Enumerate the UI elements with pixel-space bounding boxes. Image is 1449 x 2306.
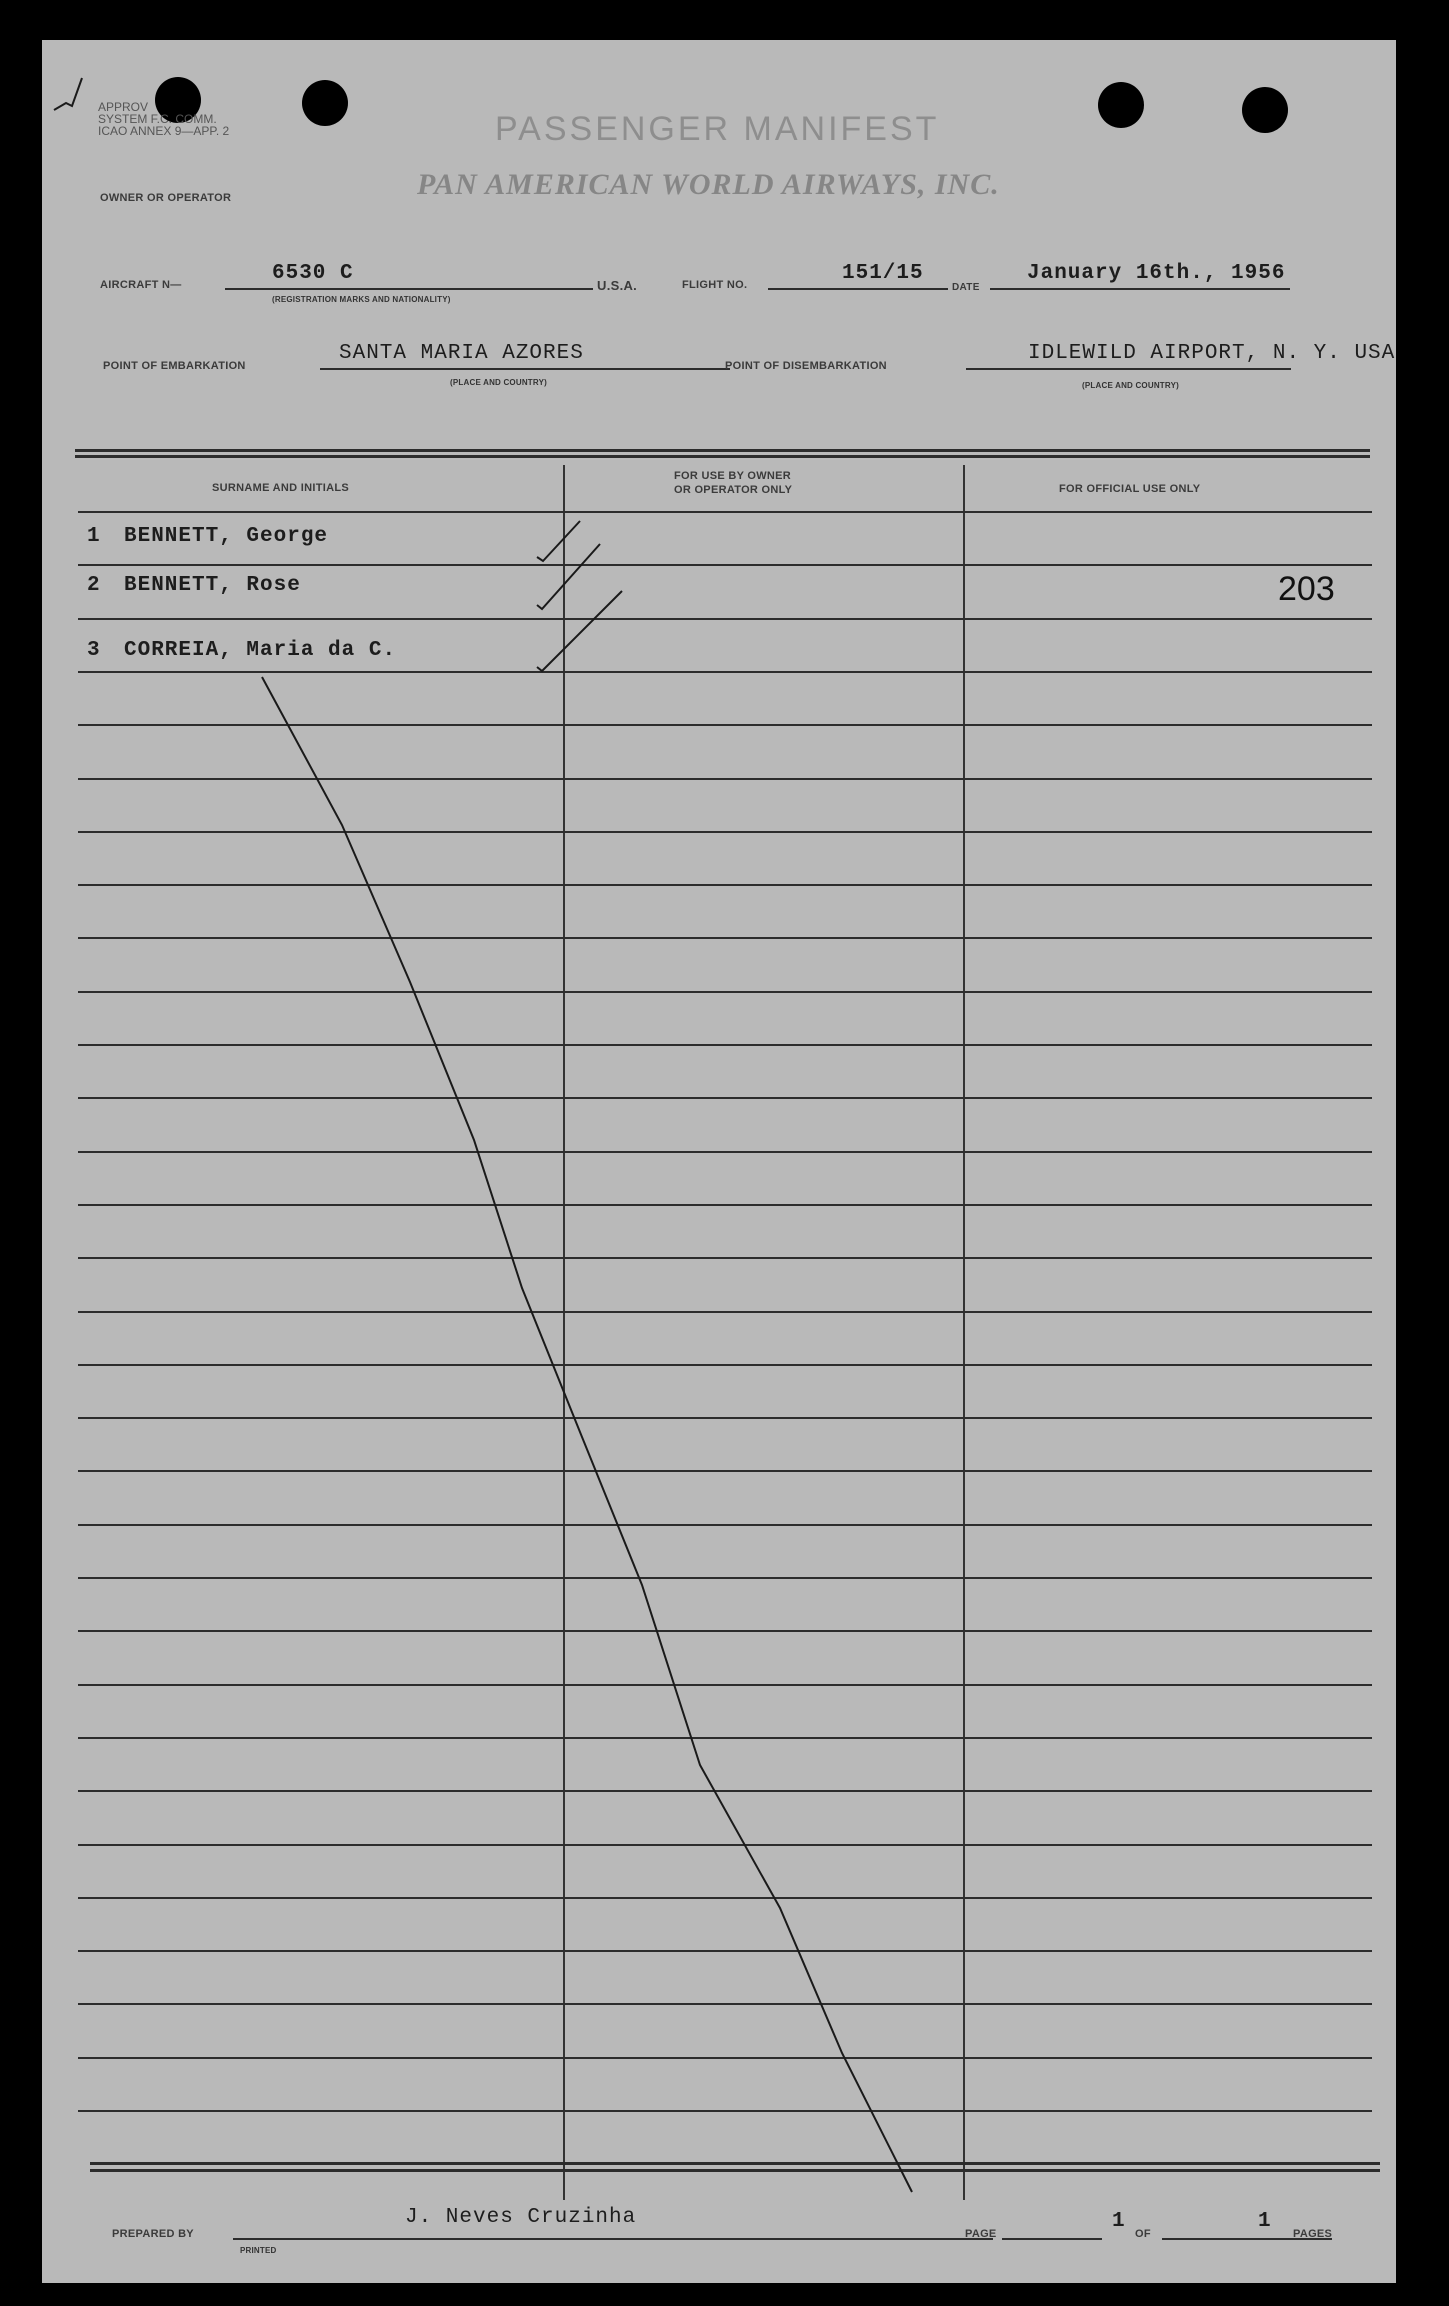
passenger-2-number: 2 — [87, 574, 101, 597]
manifest-sheet — [42, 40, 1396, 2283]
printed-label: PRINTED — [240, 2246, 277, 2255]
approval-line-1: APPROV — [98, 100, 149, 114]
aircraft-label: AIRCRAFT N— — [100, 279, 182, 291]
check-mark — [537, 521, 580, 561]
handwritten-marks — [42, 40, 1396, 2283]
of-label: OF — [1135, 2228, 1151, 2240]
column-header-surname: SURNAME AND INITIALS — [212, 482, 349, 494]
aircraft-value: 6530 C — [272, 262, 354, 285]
flight-value: 151/15 — [842, 262, 924, 285]
column-header-official-use: FOR OFFICIAL USE ONLY — [1059, 483, 1201, 495]
passenger-1-number: 1 — [87, 525, 101, 548]
passenger-3-number: 3 — [87, 639, 101, 662]
approval-line-2: SYSTEM F.C. COMM. — [98, 112, 217, 126]
official-number: 203 — [1278, 570, 1335, 608]
embarkation-label: POINT OF EMBARKATION — [103, 360, 246, 372]
passenger-2-name: BENNETT, Rose — [124, 574, 301, 597]
page-value: 1 — [1112, 2210, 1126, 2233]
disembarkation-sublabel: (PLACE AND COUNTRY) — [1082, 381, 1179, 390]
date-label: DATE — [952, 282, 980, 293]
column-header-owner-use-1: FOR USE BY OWNER — [674, 470, 792, 482]
check-mark — [537, 591, 622, 671]
owner-label: OWNER OR OPERATOR — [100, 192, 232, 204]
pages-value: 1 — [1258, 2210, 1272, 2233]
page-label: PAGE — [965, 2228, 997, 2240]
flight-label: FLIGHT NO. — [682, 279, 748, 291]
pages-label: PAGES — [1293, 2228, 1333, 2240]
column-header-owner-use-2: OR OPERATOR ONLY — [674, 484, 793, 496]
prepared-by-label: PREPARED BY — [112, 2228, 194, 2240]
approval-line-3: ICAO ANNEX 9—APP. 2 — [98, 124, 230, 138]
prepared-by-value: J. Neves Cruzinha — [405, 2206, 637, 2229]
embarkation-value: SANTA MARIA AZORES — [339, 342, 584, 365]
date-value: January 16th., 1956 — [1027, 262, 1286, 285]
tick-mark — [54, 78, 82, 110]
aircraft-country: U.S.A. — [597, 278, 638, 293]
operator-name: PAN AMERICAN WORLD AIRWAYS, INC. — [417, 168, 1000, 201]
passenger-3-name: CORREIA, Maria da C. — [124, 639, 397, 662]
cancel-line — [262, 677, 912, 2192]
passenger-1-name: BENNETT, George — [124, 525, 329, 548]
check-mark — [537, 544, 600, 609]
disembarkation-value: IDLEWILD AIRPORT, N. Y. USA — [1028, 342, 1396, 365]
disembarkation-label: POINT OF DISEMBARKATION — [725, 360, 887, 372]
aircraft-sublabel: (REGISTRATION MARKS AND NATIONALITY) — [272, 295, 451, 304]
embarkation-sublabel: (PLACE AND COUNTRY) — [450, 378, 547, 387]
form-title: PASSENGER MANIFEST — [495, 110, 940, 148]
